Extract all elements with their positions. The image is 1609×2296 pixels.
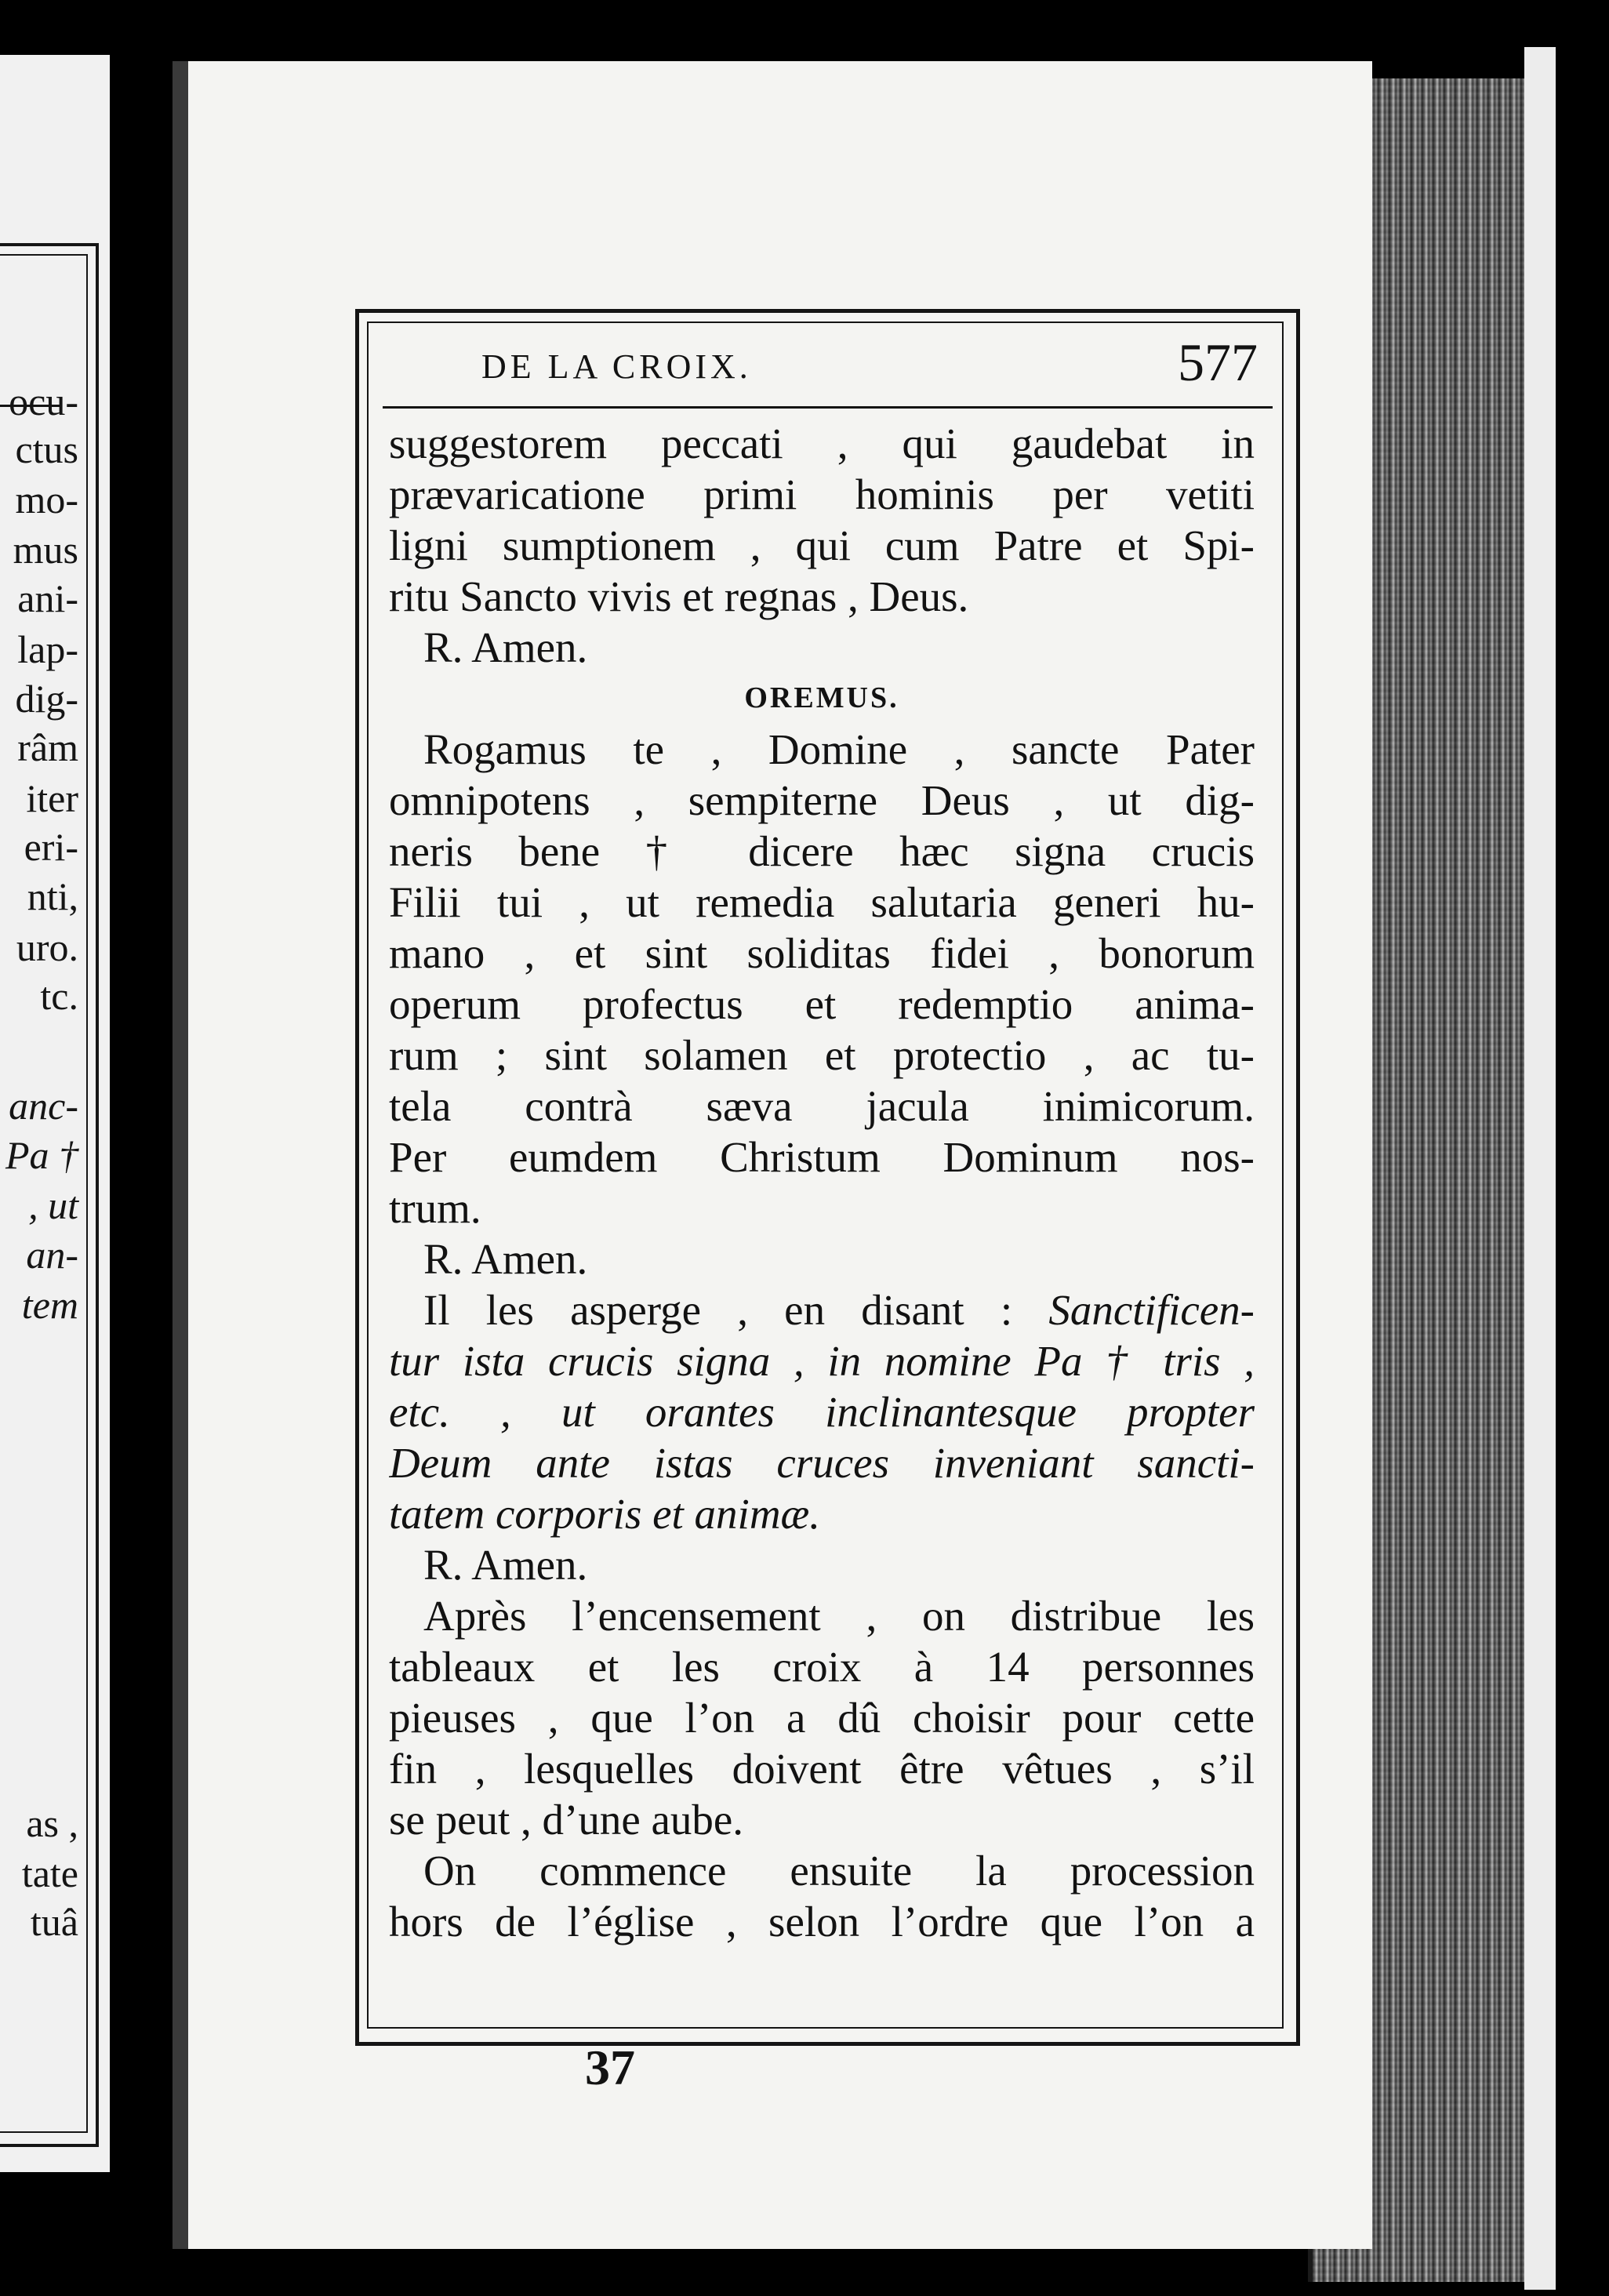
text-run: omnipotens , sempiterne Deus , ut dig- (389, 776, 1255, 824)
text-run: etc. , ut orantes inclinantesque propter (389, 1388, 1255, 1436)
text-run: neris bene † dicere hæc signa crucis (389, 827, 1255, 875)
book-page (188, 61, 1372, 2249)
text-line (389, 1590, 1255, 1641)
text-run: mano , et sint soliditas fidei , bonorum (389, 929, 1255, 977)
previous-page-line-fragment: râm (17, 725, 78, 769)
text-run: pieuses , que l’on a dû choisir pour cette (389, 1694, 1255, 1742)
text-line (389, 418, 1255, 469)
previous-page-line-fragment: eri- (24, 825, 78, 869)
text-run: fin , lesquelles doivent être vêtues , s’il (389, 1745, 1255, 1793)
text-line (389, 1641, 1255, 1692)
text-run: R. Amen. (423, 1541, 588, 1589)
text-line (389, 877, 1255, 928)
text-line (389, 1743, 1255, 1794)
text-line (389, 724, 1255, 775)
text-line (389, 1030, 1255, 1081)
text-run: Rogamus te , Domine , sancte Pater (423, 725, 1255, 773)
text-line (389, 1081, 1255, 1132)
previous-page-line-fragment: mo- (15, 478, 78, 521)
text-line (389, 520, 1255, 571)
text-line (389, 1132, 1255, 1183)
previous-page-line-fragment: nti, (27, 874, 78, 918)
previous-page-line-fragment: tc. (40, 974, 78, 1018)
previous-page-line-fragment: uro. (16, 925, 78, 969)
text-run: On commence ensuite la procession (423, 1847, 1255, 1895)
text-line (389, 1845, 1255, 1896)
text-line (389, 622, 1255, 673)
text-run: ritu Sancto vivis et regnas , Deus. (389, 572, 969, 620)
text-line (389, 1692, 1255, 1743)
text-run: Il les asperge , en disant : (423, 1286, 1049, 1334)
header-rule (383, 406, 1273, 409)
previous-page-line-fragment: dig- (15, 677, 78, 721)
page-number: 577 (1178, 332, 1258, 392)
text-run: ligni sumptionem , qui cum Patre et Spi- (389, 521, 1255, 569)
previous-page-line-fragment: ocu- (9, 380, 78, 423)
text-run: trum. (389, 1184, 481, 1232)
text-run: suggestorem peccati , qui gaudebat in (389, 420, 1255, 467)
previous-page-line-fragment: tuâ (30, 1900, 78, 1944)
text-run: tela contrà sæva jacula inimicorum. (389, 1082, 1255, 1130)
previous-page-line-fragment: an- (26, 1233, 78, 1277)
text-line (389, 1284, 1255, 1335)
text-run: R. Amen. (423, 1235, 588, 1283)
text-line (389, 775, 1255, 826)
text-line (389, 1183, 1255, 1233)
text-line (389, 1794, 1255, 1845)
section-heading (389, 673, 1255, 724)
previous-page-line-fragment: anc- (9, 1084, 78, 1128)
previous-page-line-fragment: Pa † (5, 1133, 78, 1177)
previous-page-line-fragment: ctus (15, 427, 78, 471)
text-line (389, 979, 1255, 1030)
text-line (389, 469, 1255, 520)
text-run: Après l’encensement , on distribue les (423, 1592, 1255, 1640)
book-cover-edge (1524, 47, 1556, 2290)
previous-page-line-fragment: lap- (17, 627, 78, 671)
text-line (389, 571, 1255, 622)
text-run: rum ; sint solamen et protectio , ac tu- (389, 1031, 1255, 1079)
signature-mark: 37 (585, 2040, 635, 2095)
text-run: Filii tui , ut remedia salutaria generi hu- (389, 878, 1255, 926)
page-body-text (389, 418, 1255, 1947)
text-run: se peut , d’une aube. (389, 1796, 744, 1844)
text-run: Sanctificen- (1048, 1286, 1255, 1334)
text-line (389, 826, 1255, 877)
text-line (389, 928, 1255, 979)
text-run: tatem corporis et animæ. (389, 1490, 820, 1538)
text-line (389, 1233, 1255, 1284)
text-run: OREMUS. (744, 681, 899, 714)
text-line (389, 1437, 1255, 1488)
previous-page-line-fragment: as , (26, 1801, 78, 1845)
text-run: Deum ante istas cruces inveniant sancti- (389, 1439, 1255, 1487)
running-title: DE LA CROIX. (481, 347, 752, 386)
text-run: prævaricatione primi hominis per vetiti (389, 470, 1255, 518)
text-line (389, 1488, 1255, 1539)
text-line (389, 1896, 1255, 1947)
previous-page-line-fragment: tate (21, 1851, 78, 1895)
text-run: R. Amen. (423, 623, 588, 671)
text-run: tableaux et les croix à 14 personnes (389, 1643, 1255, 1691)
text-run: operum profectus et redemptio anima- (389, 980, 1255, 1028)
text-line (389, 1335, 1255, 1386)
previous-page-line-fragment: iter (26, 776, 78, 820)
previous-page-fragment (0, 55, 110, 2172)
previous-page-line-fragment: tem (21, 1283, 78, 1327)
previous-page-line-fragment: ani- (17, 576, 78, 620)
text-line (389, 1386, 1255, 1437)
text-run: hors de l’église , selon l’ordre que l’on a (389, 1898, 1255, 1945)
previous-page-line-fragment: , ut (28, 1183, 78, 1227)
text-run: Per eumdem Christum Dominum nos- (389, 1133, 1255, 1181)
previous-page-line-fragment: mus (13, 528, 78, 572)
text-line (389, 1539, 1255, 1590)
text-run: tur ista crucis signa , in nomine Pa † tris , (389, 1337, 1255, 1385)
